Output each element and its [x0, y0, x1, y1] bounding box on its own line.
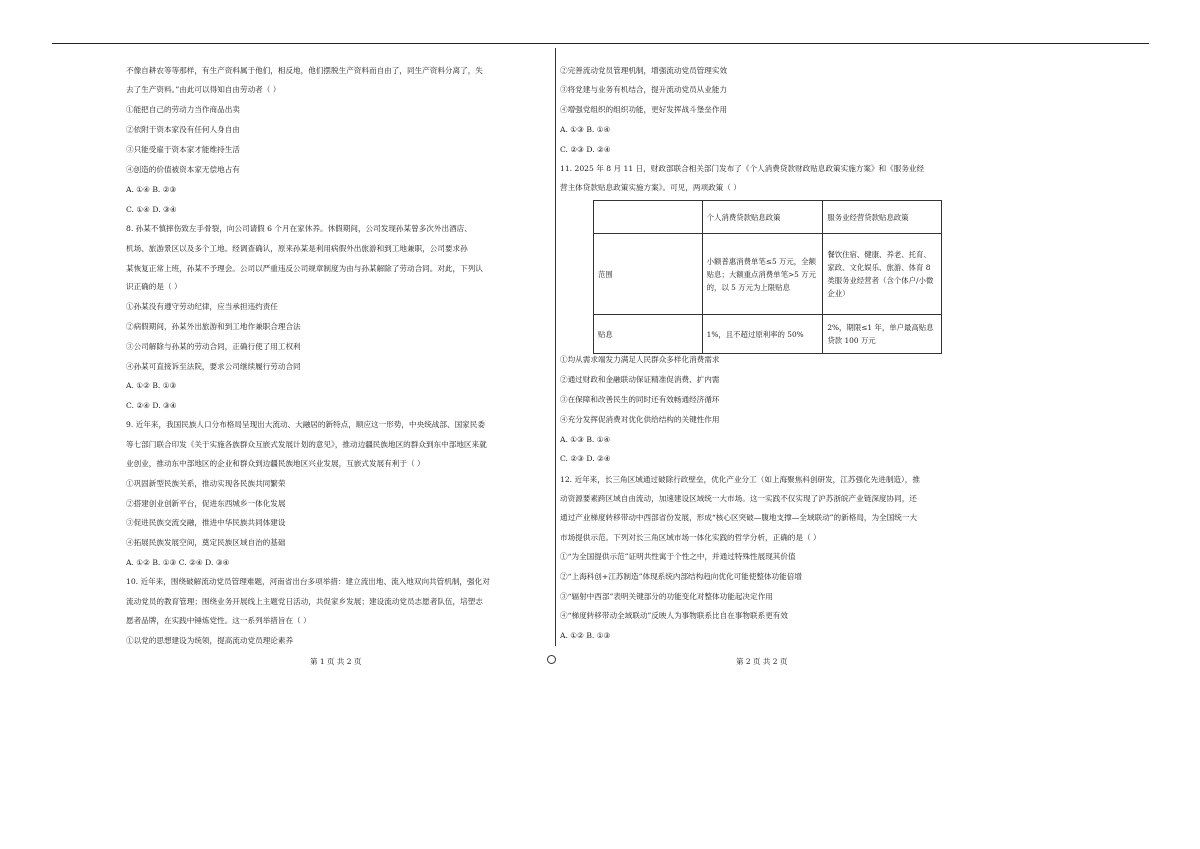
- table-row-subsidy-service: 2%，期限≤1 年，单户最高贴息贷款 100 万元: [823, 315, 942, 354]
- q9-stem-line-2: 等七部门联合印发《关于实施各族群众互嵌式发展计划的意见》，推动边疆民族地区的群众到东中部地区来就: [126, 440, 487, 449]
- q7-choices-ab: A. ①④ B. ②③: [126, 185, 177, 194]
- q8-option-1: ①孙某没有遵守劳动纪律，应当承担违约责任: [126, 302, 278, 311]
- q11-option-2: ②通过财政和金融联动保证精准促消费、扩内需: [560, 375, 720, 384]
- q8-option-2: ②病假期间，孙某外出旅游和到工地作兼职合理合法: [126, 322, 301, 331]
- q8-stem-line-3: 某恢复正常上班，孙某不予理会。公司以严重违反公司规章制度为由与孙某解除了劳动合同。对此，下列认: [126, 264, 483, 273]
- q10-stem-line-1: 10. 近年来，围绕破解流动党员管理难题，河南省出台多项举措：建立流出地、流入地双向共管机制，强化对: [126, 577, 490, 586]
- q11-choices-cd: C. ②③ D. ②④: [560, 454, 611, 463]
- q8-stem-line-2: 机场、旅游景区以及多个工地。经调查确认，原来孙某是利用病假外出旅游和到工地兼职，公司要求孙: [126, 244, 468, 253]
- q10-stem-line-2: 流动党员的教育管理；围绕业务开展线上主题党日活动，共促家乡发展；建设流动党员志愿者队伍，培塑志: [126, 597, 483, 606]
- q8-stem-line-4: 识正确的是（ ）: [126, 282, 182, 291]
- table-row-subsidy: [594, 315, 942, 354]
- page-footer-left: 第 1 页 共 2 页: [310, 657, 362, 666]
- q7-option-4: ④创造的价值被资本家无偿地占有: [126, 165, 240, 174]
- q10-option-3: ③将党建与业务有机结合，提升流动党员从业能力: [560, 85, 728, 94]
- q9-option-4: ④拓展民族发展空间，奠定民族区域自治的基础: [126, 538, 286, 547]
- q9-option-2: ②搭建创业创新平台，促进东西城乡一体化发展: [126, 499, 286, 508]
- q11-choices-ab: A. ①③ B. ①④: [560, 435, 611, 444]
- q9-option-1: ①巩固新型民族关系，推动实现各民族共同繁荣: [126, 479, 286, 488]
- q12-option-4: ④“梯度转移带动全域联动”反映人为事物联系比自在事物联系更有效: [560, 611, 788, 620]
- policy-table: [593, 200, 942, 354]
- q7-stem-line-1: 不像自耕农等等那样，有生产资料属于他们，相反地，他们摆脱生产资料而自由了，同生产资料分离了，失: [126, 66, 483, 75]
- q7-choices-cd: C. ①④ D. ③④: [126, 205, 177, 214]
- binding-hole-mark: [547, 655, 556, 664]
- q10-option-1: ①以党的思想建设为统领，提高流动党员理论素养: [126, 636, 294, 645]
- q8-choices-ab: A. ①② B. ①③: [126, 381, 177, 390]
- table-row-subsidy-label: 贴息: [594, 315, 703, 354]
- q7-option-3: ③只能受雇于资本家才能维持生活: [126, 145, 240, 154]
- q7-option-2: ②依附于资本家没有任何人身自由: [126, 125, 240, 134]
- q8-option-4: ④孙某可直接诉至法院，要求公司继续履行劳动合同: [126, 362, 301, 371]
- q7-stem-line-2: 去了生产资料。”由此可以得知自由劳动者（ ）: [126, 85, 281, 94]
- table-row-scope-personal: 小额普惠消费单笔≤5 万元，全额贴息；大额重点消费单笔>5 万元的，以 5 万元为上限贴息: [702, 234, 823, 315]
- q9-stem-line-3: 业创业，推动东中部地区的企业和群众到边疆民族地区兴业发展，互嵌式发展有利于（ ）: [126, 459, 425, 468]
- q8-option-3: ③公司解除与孙某的劳动合同，正确行使了用工权利: [126, 342, 301, 351]
- column-divider: [555, 48, 556, 646]
- q11-stem-line-1: 11. 2025 年 8 月 11 日，财政部联合相关部门发布了《个人消费贷款财政贴息政策实施方案》和《服务业经: [560, 164, 925, 173]
- q12-choices-ab: A. ①② B. ①③: [560, 631, 611, 640]
- table-row-scope-label: 范围: [594, 234, 703, 315]
- table-header-corner: [594, 201, 703, 234]
- q11-stem-line-2: 营主体贷款贴息政策实施方案》。可见，两项政策（ ）: [560, 183, 741, 192]
- table-header-row: [594, 201, 942, 234]
- q12-option-1: ①“为全国提供示范”证明共性寓于个性之中，并通过特殊性展现其价值: [560, 552, 796, 561]
- q12-stem-line-1: 12. 近年来，长三角区域通过破除行政壁垒，优化产业分工（如上海聚焦科创研发，江苏强化先进制造），推: [560, 475, 920, 484]
- q12-stem-line-2: 动资源要素跨区域自由流动，加速建设区域统一大市场。这一实践不仅实现了沪苏浙皖产业链深度协同，还: [560, 494, 917, 503]
- table-row-scope-service: 餐饮住宿、健康、养老、托育、家政、文化娱乐、旅游、体育 8 类服务业经营者（含个体户/小微企业）: [823, 234, 942, 315]
- q9-choices: A. ①② B. ①③ C. ②④ D. ③④: [126, 558, 230, 567]
- q11-option-1: ①均从需求端发力满足人民群众多样化消费需求: [560, 355, 720, 364]
- q11-option-3: ③在保障和改善民生的同时还有效畅通经济循环: [560, 395, 720, 404]
- q12-stem-line-3: 通过产业梯度转移带动中西部省份发展，形成“核心区突破—腹地支撑—全域联动”的新格局，为全国统一大: [560, 513, 918, 522]
- q11-option-4: ④充分发挥促消费对优化供给结构的关键性作用: [560, 415, 720, 424]
- table-row-scope: [594, 234, 942, 315]
- table-header-service: 服务业经营贷款贴息政策: [823, 201, 942, 234]
- q10-option-4: ④增强党组织的组织功能，更好发挥战斗堡垒作用: [560, 105, 728, 114]
- q8-choices-cd: C. ②④ D. ③④: [126, 401, 177, 410]
- q10-choices-cd: C. ②③ D. ②④: [560, 145, 611, 154]
- q7-option-1: ①能把自己的劳动力当作商品出卖: [126, 105, 240, 114]
- page-footer-right: 第 2 页 共 2 页: [736, 657, 788, 666]
- q12-stem-line-4: 市场提供示范。下列对长三角区域市场一体化实践的哲学分析，正确的是（ ）: [560, 533, 821, 542]
- q10-stem-line-3: 愿者品牌，在实践中锤炼党性。这一系列举措旨在（ ）: [126, 616, 311, 625]
- q9-stem-line-1: 9. 近年来，我国民族人口分布格局呈现出大流动、大融居的新特点，顺应这一形势，中央统战部、国家民委: [126, 420, 485, 429]
- q8-stem-line-1: 8. 孙某不慎摔伤致左手骨裂，向公司请假 6 个月在家休养。休假期间，公司发现孙某曾多次外出酒店、: [126, 224, 472, 233]
- table-row-subsidy-personal: 1%，且不超过原利率的 50%: [702, 315, 823, 354]
- q12-option-3: ③“辐射中西部”表明关键部分的功能变化对整体功能起决定作用: [560, 592, 773, 601]
- top-rule: [52, 43, 1149, 44]
- table-header-personal: 个人消费贷款贴息政策: [702, 201, 823, 234]
- q10-choices-ab: A. ①③ B. ①④: [560, 125, 611, 134]
- q9-option-3: ③促进民族交流交融，推进中华民族共同体建设: [126, 518, 286, 527]
- q10-option-2: ②完善流动党员管理机制，增强流动党员管理实效: [560, 66, 728, 75]
- q12-option-2: ②“上海科创+江苏制造”体现系统内部结构趋向优化可能使整体功能倍增: [560, 572, 802, 581]
